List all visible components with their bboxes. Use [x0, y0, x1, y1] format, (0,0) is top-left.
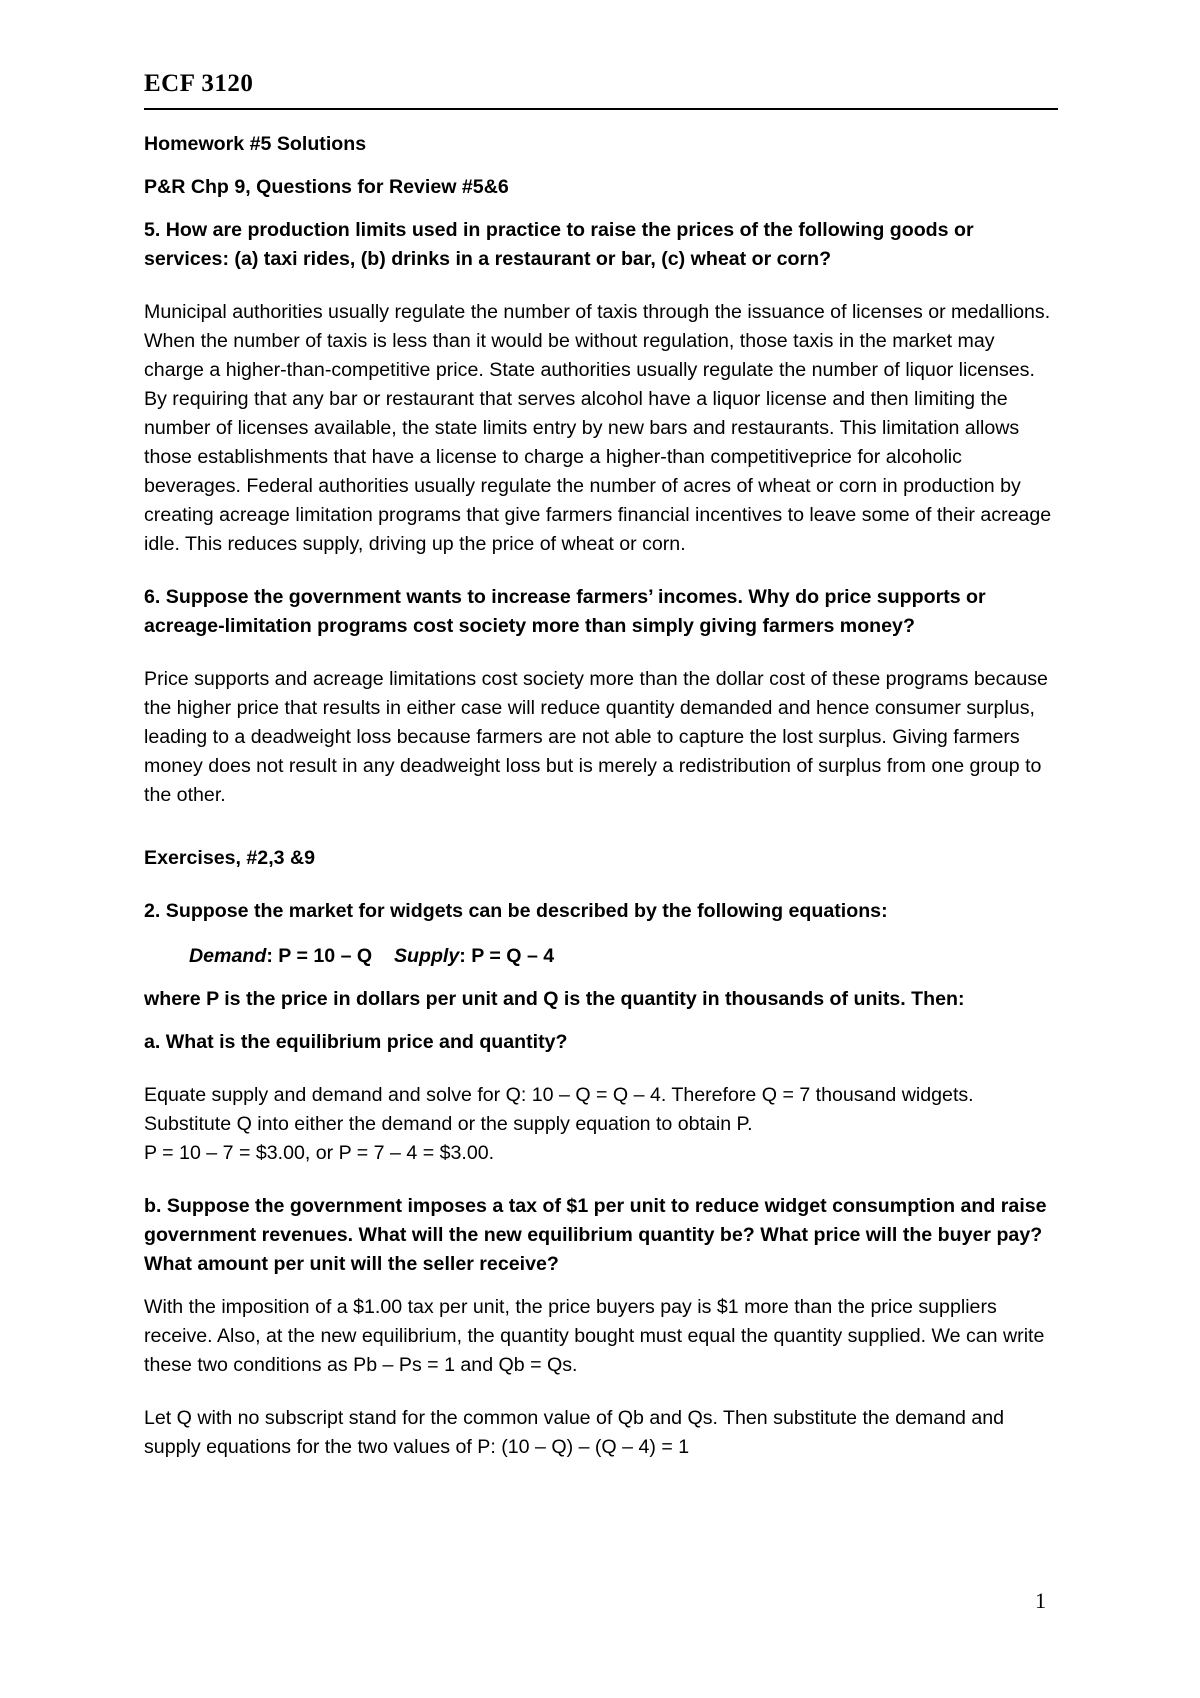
answer-2a-part2: P = 10 – 7 = $3.00, or P = 7 – 4 = $3.00.: [144, 1142, 495, 1164]
answer-5: Municipal authorities usually regulate the number of taxis through the issuance of licenses or medallions. When the number of taxis is less than it would be without regulation, those taxis in the market may charge a higher-than-competitive price. State authorities usually regulate the number of liquor licenses. By requiring that any bar or restaurant that serves alcohol have a liquor license and then limiting the number of licenses available, the state limits entry by new bars and restaurants. This limitation allows those establishments that have a license to charge a higher-than competitiveprice for alcoholic beverages. Federal authorities usually regulate the number of acres of wheat or corn in production by creating acreage limitation programs that give farmers financial incentives to leave some of their acreage idle. This reduces supply, driving up the price of wheat or corn.: [144, 301, 1052, 555]
demand-label: Demand: [189, 945, 267, 967]
where-line: where P is the price in dollars per unit and Q is the quantity in thousands of units. Then:: [144, 988, 965, 1010]
supply-label: Supply: [393, 945, 460, 967]
question-6: 6. Suppose the government wants to increase farmers’ incomes. Why do price supports or acreage-limitation programs cost society more than simply giving farmers money?: [144, 586, 986, 637]
section-heading-exercises: Exercises, #2,3 &9: [144, 847, 316, 869]
supply-equation: P = Q – 4: [471, 945, 555, 967]
page-number: 1: [1035, 1588, 1046, 1613]
answer-6: Price supports and acreage limitations cost society more than the dollar cost of these programs because the higher price that results in either case will reduce quantity demanded and hence consumer surplus, leading to a deadweight loss because farmers are not able to capture the lost surplus. Giving farmers money does not result in any deadweight loss but is merely a redistribution of surplus from one group to the other.: [144, 668, 1048, 806]
question-5: 5. How are production limits used in practice to raise the prices of the following goods or services: (a) taxi rides, (b) drinks in a restaurant or bar, (c) wheat or corn?: [144, 219, 974, 270]
exercise-2-intro: 2. Suppose the market for widgets can be described by the following equations:: [144, 900, 888, 922]
question-2b: b. Suppose the government imposes a tax of $1 per unit to reduce widget consumption and raise government revenues. What will the new equilibrium quantity be? What price will the buyer pay? What amount per unit will the seller receive?: [144, 1195, 1047, 1275]
header-rule: [144, 108, 1058, 110]
answer-2a-part1: Equate supply and demand and solve for Q: 10 – Q = Q – 4. Therefore Q = 7 thousand widgets. Substitute Q into either the demand or the supply equation to obtain P.: [144, 1084, 974, 1135]
equations-line: Demand: P = 10 – Q Supply: P = Q – 4: [189, 945, 555, 967]
doc-title: Homework #5 Solutions: [144, 133, 367, 155]
section-heading-review: P&R Chp 9, Questions for Review #5&6: [144, 176, 509, 198]
course-code: ECF 3120: [144, 70, 254, 97]
answer-2b-part2: Let Q with no subscript stand for the common value of Qb and Qs. Then substitute the demand and supply equations for the two values of P: (10 – Q) – (Q – 4) = 1: [144, 1407, 1005, 1458]
document-body: [144, 130, 1058, 1462]
demand-equation: P = 10 – Q: [278, 945, 373, 967]
answer-2b-part1: With the imposition of a $1.00 tax per unit, the price buyers pay is $1 more than the price suppliers receive. Also, at the new equilibrium, the quantity bought must equal the quantity supplied. We can write these two conditions as Pb – Ps = 1 and Qb = Qs.: [144, 1296, 1045, 1376]
question-2a: a. What is the equilibrium price and quantity?: [144, 1031, 568, 1053]
